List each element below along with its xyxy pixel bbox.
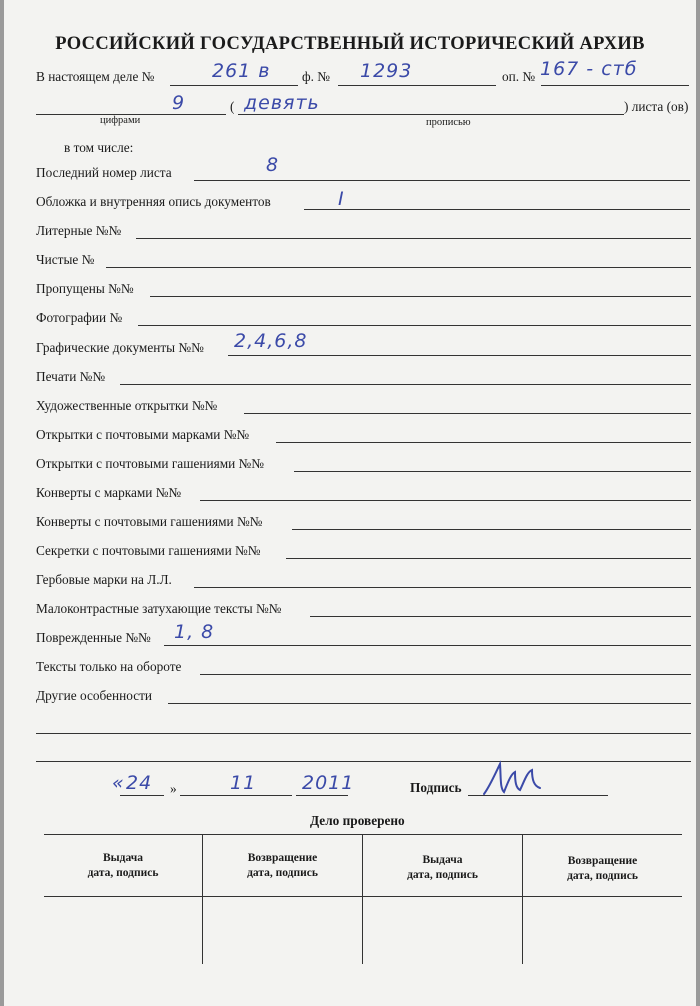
table-header-line1: Выдача: [103, 852, 143, 864]
graphic-docs-line: [228, 355, 691, 356]
table-header-issue-2: [363, 853, 522, 883]
table-header-line2: дата, подпись: [247, 867, 318, 879]
cover-value: I: [338, 188, 345, 210]
table-header-return-2: [523, 854, 682, 884]
sheets-words-value: девять: [244, 92, 320, 114]
last-sheet-value: 8: [266, 154, 280, 176]
date-month: 11: [230, 772, 257, 794]
sheets-words-open-paren: (: [230, 99, 235, 114]
litera-label: Литерные №№: [36, 223, 122, 238]
other-features-line: [168, 703, 691, 704]
other-features-label: Другие особенности: [36, 688, 153, 703]
last-sheet-label: Последний номер листа: [36, 165, 172, 180]
date-day-line: [120, 795, 164, 796]
revenue-stamps-line: [194, 587, 691, 588]
cover-line: [304, 209, 690, 210]
low-contrast-line: [310, 616, 691, 617]
damaged-label: Поврежденные №№: [36, 630, 151, 645]
checked-title: Дело проверено: [310, 813, 405, 828]
stamp-envelopes-line: [200, 500, 691, 501]
damaged-value: 1, 8: [174, 621, 215, 643]
art-cards-label: Художественные открытки №№: [36, 398, 218, 413]
damaged-line: [164, 645, 691, 646]
table-header-line1: Возвращение: [567, 855, 638, 867]
photos-line: [138, 325, 691, 326]
photos-label: Фотографии №: [36, 310, 123, 325]
sheets-suffix: ) листа (ов): [624, 99, 689, 114]
table-header-line1: Выдача: [422, 854, 463, 866]
case-number-label: В настоящем деле №: [36, 69, 155, 84]
digits-caption: цифрами: [100, 115, 141, 126]
last-sheet-line: [194, 180, 690, 181]
cancel-cards-line: [294, 471, 691, 472]
table-header-line2: дата, подпись: [87, 867, 159, 879]
archive-form-page: [4, 0, 696, 1006]
case-number-value: 261 в: [212, 60, 271, 82]
low-contrast-label: Малоконтрастные затухающие тексты №№: [36, 601, 282, 616]
date-year-line: [296, 795, 348, 796]
signature-label: Подпись: [410, 780, 462, 795]
seals-label: Печати №№: [36, 369, 106, 384]
cover-label: Обложка и внутренняя опись документов: [36, 194, 271, 209]
graphic-docs-value: 2,4,6,8: [234, 330, 308, 352]
fond-line: [338, 85, 496, 86]
revenue-stamps-label: Гербовые марки на Л.Л.: [36, 572, 172, 587]
handwritten-signature-icon: [480, 758, 550, 798]
table-header-issue-1: [44, 851, 202, 881]
stamp-envelopes-label: Конверты с марками №№: [36, 485, 182, 500]
cancel-envelopes-line: [292, 529, 691, 530]
case-number-line: [170, 85, 298, 86]
clean-line: [106, 267, 691, 268]
fond-label: ф. №: [302, 69, 330, 84]
secret-letters-label: Секретки с почтовыми гашениями №№: [36, 543, 261, 558]
opis-value: 167 - стб: [540, 58, 638, 80]
table-header-line1: Возвращение: [247, 852, 318, 864]
date-year: 2011: [302, 772, 355, 794]
date-open-quote: «: [112, 772, 125, 794]
cancel-cards-label: Открытки с почтовыми гашениями №№: [36, 456, 264, 471]
skipped-line: [150, 296, 691, 297]
date-close-quote: »: [170, 781, 177, 796]
words-caption: прописью: [426, 117, 471, 128]
cancel-envelopes-label: Конверты с почтовыми гашениями №№: [36, 514, 263, 529]
stamp-cards-label: Открытки с почтовыми марками №№: [36, 427, 250, 442]
table-header-bottom-line: [44, 896, 682, 897]
table-header-return-1: [203, 851, 362, 881]
table-header-line2: дата, подпись: [407, 869, 478, 881]
opis-label: оп. №: [502, 69, 536, 84]
date-day: 24: [126, 772, 153, 794]
secret-letters-line: [286, 558, 691, 559]
table-top-line: [44, 834, 682, 835]
back-only-label: Тексты только на обороте: [36, 659, 182, 674]
graphic-docs-label: Графические документы №№: [36, 340, 204, 355]
seals-line: [120, 384, 691, 385]
back-only-line: [200, 674, 691, 675]
table-header-line2: дата, подпись: [567, 870, 638, 882]
blank-line-1: [36, 733, 691, 734]
page-title: РОССИЙСКИЙ ГОСУДАРСТВЕННЫЙ ИСТОРИЧЕСКИЙ АРХИВ: [55, 34, 645, 54]
sheets-digits-value: 9: [172, 92, 186, 114]
stamp-cards-line: [276, 442, 691, 443]
clean-label: Чистые №: [36, 252, 95, 267]
blank-line-2: [36, 761, 691, 762]
litera-line: [136, 238, 691, 239]
art-cards-line: [244, 413, 691, 414]
date-month-line: [180, 795, 292, 796]
sheets-words-line: [238, 114, 624, 115]
skipped-label: Пропущены №№: [36, 281, 134, 296]
fond-value: 1293: [360, 60, 413, 82]
opis-line: [541, 85, 689, 86]
including-label: в том числе:: [64, 140, 134, 155]
